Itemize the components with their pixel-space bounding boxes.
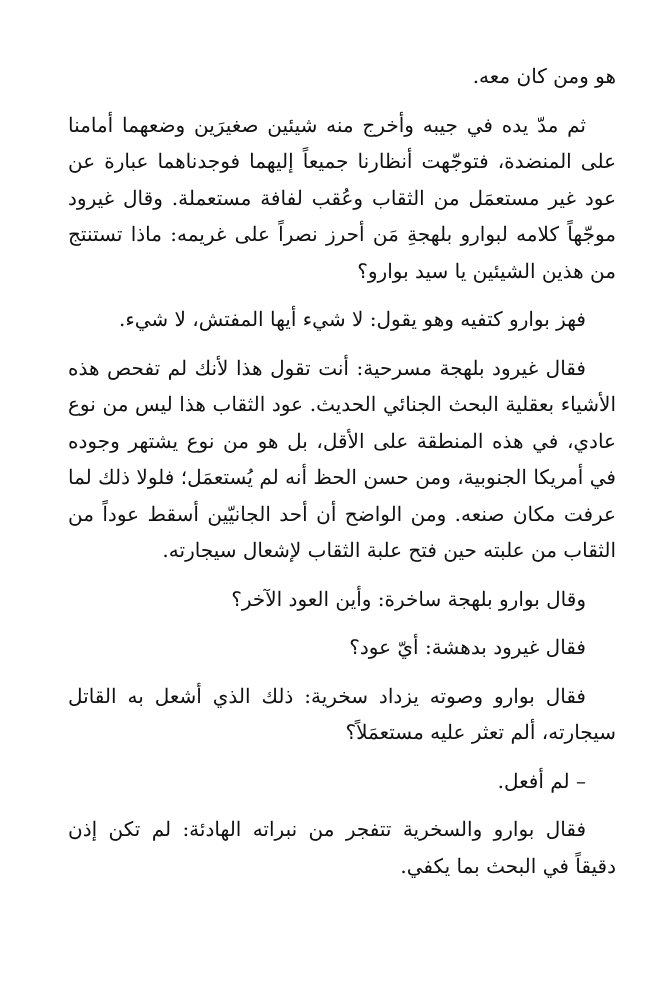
paragraph-1: هو ومن كان معه. bbox=[472, 64, 616, 88]
paragraph-6: فقال غيرود بدهشة: أيّ عود؟ bbox=[349, 635, 586, 659]
paragraph-3: فهز بوارو كتفيه وهو يقول: لا شيء أيها المفتش، لا شيء. bbox=[118, 307, 586, 331]
paragraph-2: ثم مدّ يده في جيبه وأخرج منه شيئين صغيرَين وضعهما أمامنا على المنضدة، فتوجّهت أنظارنا جميعاً إليهما فوجدناهما عبارة عن عود غير مستعمَل من الثقاب وعُقب لفافة مستعملة. وقال غيرود موجّهاً كلامه لبوارو بلهجةِ مَن أحرز نصراً على غريمه: ماذا تستنتج من هذين الشيئين يا سيد بوارو؟ bbox=[68, 112, 616, 283]
paragraph-7: فقال بوارو وصوته يزداد سخرية: ذلك الذي أشعل به القاتل سيجارته، ألم تعثر عليه مستعمَلاً؟ bbox=[68, 683, 616, 744]
paragraph-4: فقال غيرود بلهجة مسرحية: أنت تقول هذا لأنك لم تفحص هذه الأشياء بعقلية البحث الجنائي الحديث. عود الثقاب هذا ليس من نوع عادي، في هذه المنطقة على الأقل، بل هو من نوع يشتهر وجوده في أمريكا الجنوبية، ومن حسن الحظ أنه لم يُستعمَل؛ فلولا ذلك لما عرفت مكان صنعه. ومن الواضح أن أحد الجانيّين أسقط عوداً من الثقاب من علبته حين فتح علبة الثقاب لإشعال سيجارته. bbox=[68, 355, 616, 562]
book-page bbox=[68, 58, 616, 896]
paragraph-8: – لم أفعل. bbox=[497, 768, 586, 793]
paragraph-5: وقال بوارو بلهجة ساخرة: وأين العود الآخر؟ bbox=[231, 586, 586, 611]
paragraph-9: فقال بوارو والسخرية تتفجر من نبراته الهادئة: لم تكن إذن دقيقاً في البحث بما يكفي. bbox=[68, 817, 616, 878]
